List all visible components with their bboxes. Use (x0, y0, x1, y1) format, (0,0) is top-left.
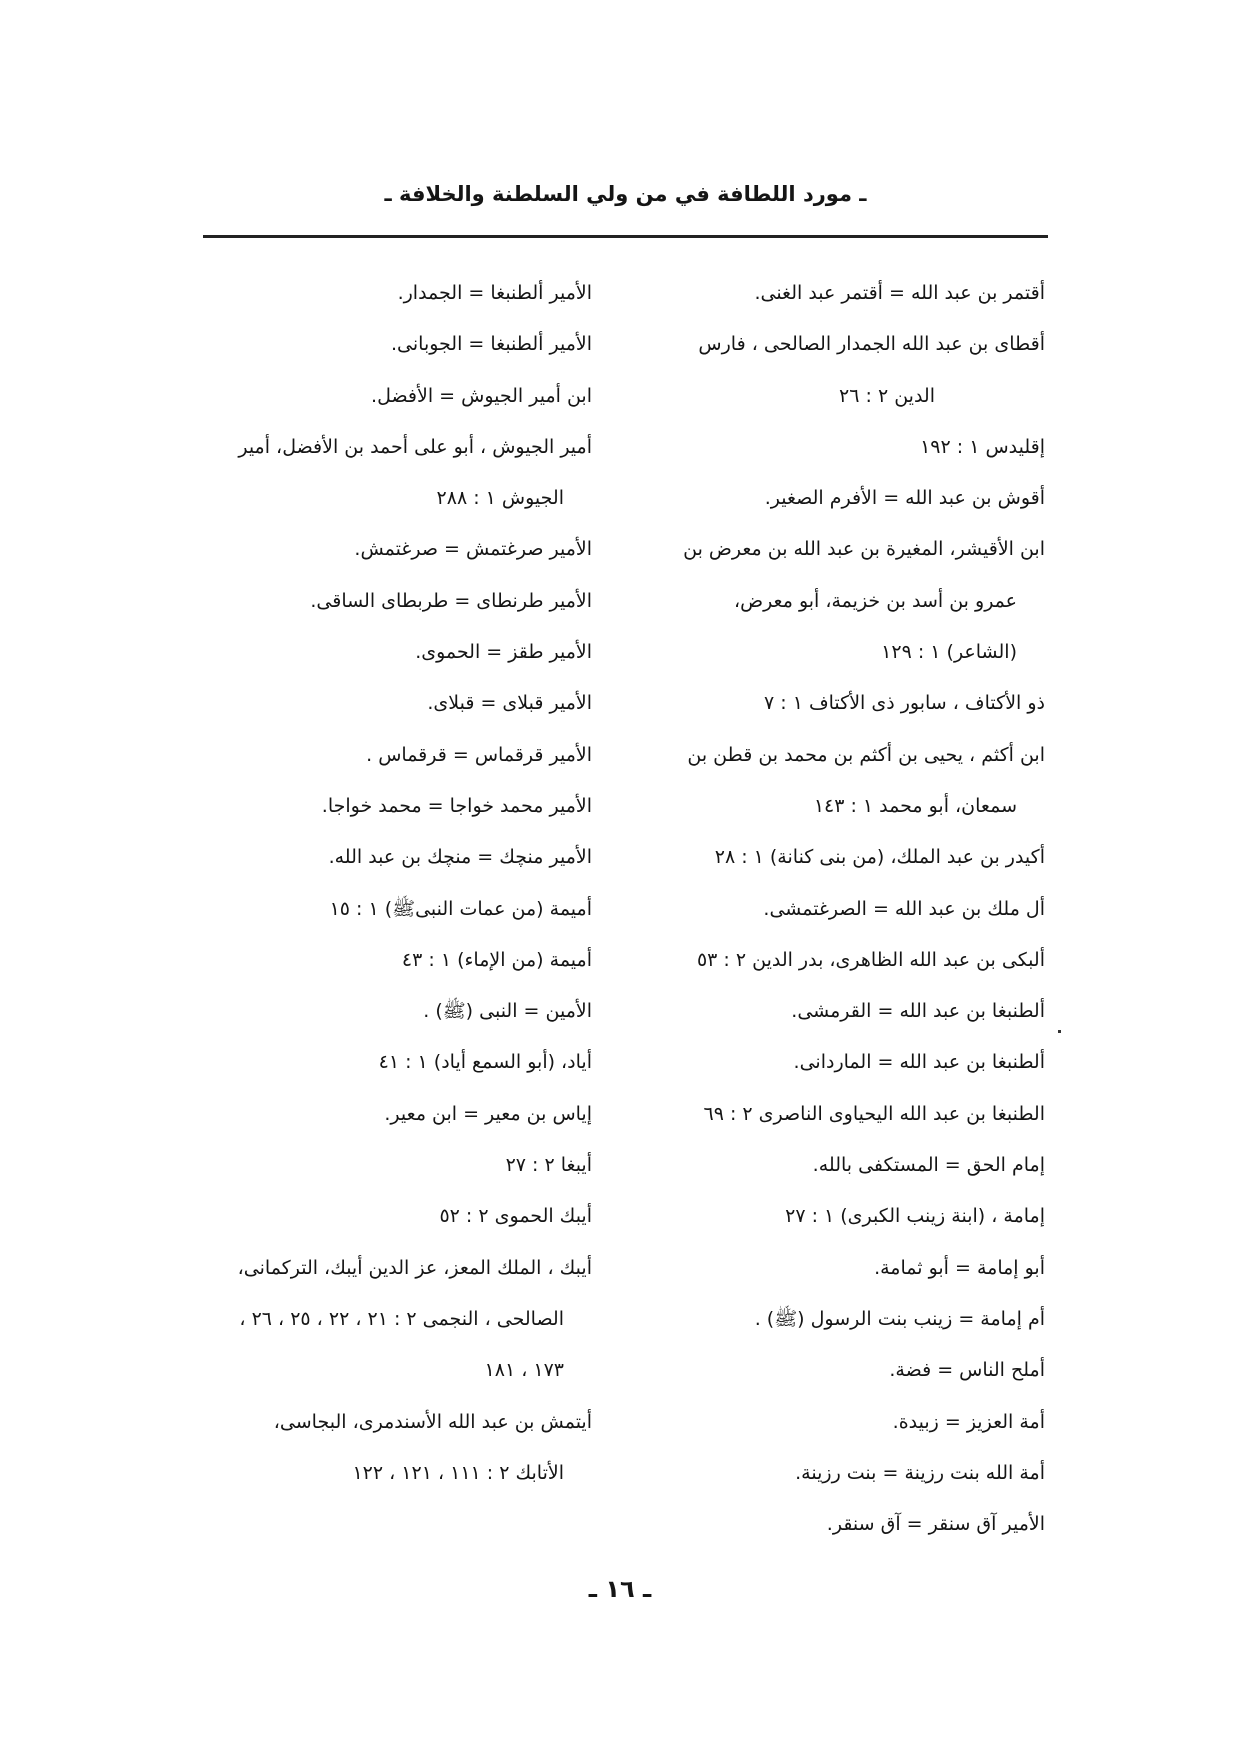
index-entry: ابن الأقيشر، المغيرة بن عبد الله بن معرض بن (683, 538, 1045, 561)
index-entry-continuation: الأتابك ٢ : ١١١ ، ١٢١ ، ١٢٢ (352, 1461, 564, 1484)
index-entry: أبو إمامة = أبو ثمامة. (874, 1256, 1045, 1279)
index-entry-continuation: الدين ٢ : ٢٦ (839, 384, 935, 407)
index-entry: الأمين = النبى (ﷺ) . (423, 1000, 592, 1023)
index-entry-continuation: الجيوش ١ : ٢٨٨ (436, 487, 564, 510)
index-entry-continuation: الصالحى ، النجمى ٢ : ٢١ ، ٢٢ ، ٢٥ ، ٢٦ ، (239, 1307, 564, 1330)
page-number: ـ ١٦ ـ (588, 1575, 652, 1603)
running-head: ـ مورد اللطافة في من ولي السلطنة والخلافة ـ (384, 182, 867, 206)
index-entry: أياد، (أبو السمع أياد) ١ : ٤١ (378, 1051, 592, 1074)
index-entry: أمير الجيوش ، أبو على أحمد بن الأفضل، أمير (238, 435, 592, 458)
index-entry: أقوش بن عبد الله = الأفرم الصغير. (764, 487, 1045, 510)
index-entry: الأمير طقز = الحموى. (415, 641, 592, 664)
header-rule (203, 235, 1048, 238)
index-entry: ألطنبغا بن عبد الله = القرمشى. (791, 1000, 1045, 1023)
index-entry: ألبكى بن عبد الله الظاهرى، بدر الدين ٢ : ٥٣ (696, 948, 1045, 971)
index-entry: أقتمر بن عبد الله = أقتمر عبد الغنى. (754, 282, 1045, 304)
index-entry: ذو الأكتاف ، سابور ذى الأكتاف ١ : ٧ (763, 692, 1045, 715)
index-entry: ابن أمير الجيوش = الأفضل. (371, 384, 592, 407)
index-entry: أكيدر بن عبد الملك، (من بنى كنانة) ١ : ٢٨ (714, 846, 1045, 869)
index-entry: أيبغا ٢ : ٢٧ (505, 1154, 592, 1177)
index-entry: أملح الناس = فضة. (889, 1359, 1045, 1382)
index-entry: الأمير ألطنبغا = الجمدار. (397, 282, 592, 304)
index-entry-continuation: ١٧٣ ، ١٨١ (484, 1359, 564, 1382)
index-entry: الأمير قبلاى = قبلاى. (427, 692, 592, 715)
index-entry-continuation: عمرو بن أسد بن خزيمة، أبو معرض، (733, 589, 1017, 612)
index-entry: أمة الله بنت رزينة = بنت رزينة. (795, 1461, 1045, 1484)
index-entry: أمة العزيز = زبيدة. (892, 1410, 1045, 1433)
index-column-right (640, 268, 1045, 1550)
index-entry: الأمير آق سنقر = آق سنقر. (826, 1513, 1045, 1536)
index-entry: الأمير قرقماس = قرقماس . (366, 743, 592, 766)
index-entry: إمام الحق = المستكفى بالله. (812, 1154, 1045, 1177)
index-entry: الطنبغا بن عبد الله اليحياوى الناصرى ٢ : ٦٩ (703, 1102, 1045, 1125)
index-entry: الأمير صرغتمش = صرغتمش. (354, 538, 592, 561)
scan-speck (1058, 1030, 1061, 1033)
index-entry: أقطاى بن عبد الله الجمدار الصالحى ، فارس (698, 333, 1045, 356)
index-entry: الأمير منچك = منچك بن عبد الله. (328, 846, 592, 869)
index-entry-continuation: (الشاعر) ١ : ١٢٩ (881, 641, 1017, 664)
index-entry: ألطنبغا بن عبد الله = الماردانى. (793, 1051, 1045, 1074)
index-entry: إمامة ، (ابنة زينب الكبرى) ١ : ٢٧ (785, 1205, 1045, 1228)
index-entry: إياس بن معير = ابن معير. (384, 1102, 592, 1125)
index-entry: أميمة (من الإماء) ١ : ٤٣ (401, 948, 592, 971)
index-column-left (132, 268, 592, 1499)
index-entry: الأمير طرنطاى = طربطاى الساقى. (310, 589, 592, 612)
index-entry: أل ملك بن عبد الله = الصرغتمشى. (763, 897, 1045, 920)
index-entry-continuation: سمعان، أبو محمد ١ : ١٤٣ (813, 794, 1017, 817)
index-entry: الأمير ألطنبغا = الجوبانى. (390, 333, 592, 356)
index-entry: إقليدس ١ : ١٩٢ (920, 435, 1045, 458)
index-entry: أيبك ، الملك المعز، عز الدين أيبك، التركمانى، (237, 1256, 592, 1279)
index-entry: أيتمش بن عبد الله الأسندمرى، البجاسى، (273, 1410, 592, 1433)
index-entry: أم إمامة = زينب بنت الرسول (ﷺ) . (754, 1307, 1045, 1330)
index-entry: الأمير محمد خواجا = محمد خواجا. (321, 794, 592, 817)
index-entry: أميمة (من عمات النبىﷺ) ١ : ١٥ (329, 897, 592, 920)
index-entry: أيبك الحموى ٢ : ٥٢ (439, 1205, 592, 1228)
index-entry: ابن أكثم ، يحيى بن أكثم بن محمد بن قطن بن (687, 743, 1045, 766)
